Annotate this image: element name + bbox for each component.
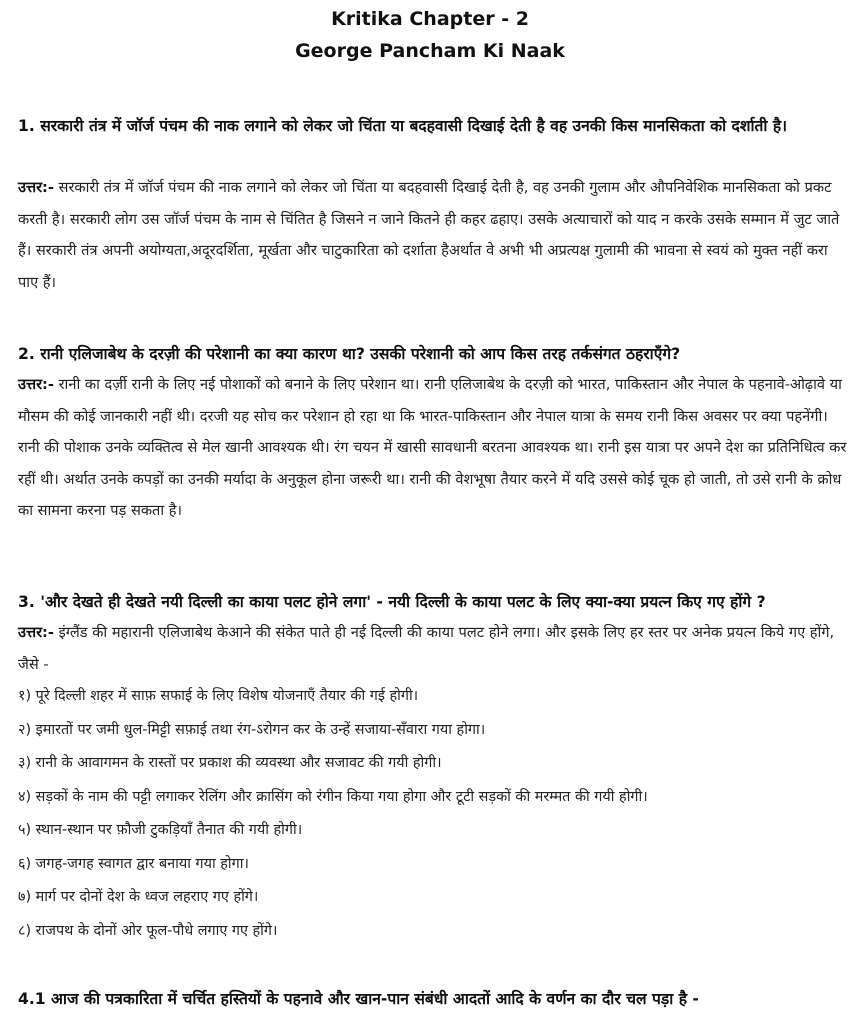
- list-item: २) इमारतों पर जमी धुल-मिट्टी सफ़ाई तथा रंग-ऽरोगन कर के उन्हें सजाया-सँवारा गया होगा।: [18, 721, 486, 738]
- answer-1: [18, 172, 848, 298]
- question-2: 2. रानी एलिजाबेथ के दरज़ी की परेशानी का क्या कारण था? उसकी परेशानी को आप किस तरह तर्कसंगत ठहराएँगे?: [18, 345, 681, 363]
- list-item: ३) रानी के आवागमन के रास्तों पर प्रकाश की व्यवस्था और सजावट की गयी होगी।: [18, 755, 442, 771]
- answer-3: [18, 617, 848, 680]
- question-3: 3. 'और देखते ही देखते नयी दिल्ली का काया पलट होने लगा' - नयी दिल्ली के काया पलट के लिए क्या-क्या प्रयत्न किए गए होंगे ?: [18, 593, 766, 611]
- chapter-title: George Pancham Ki Naak: [295, 40, 565, 62]
- answer-label: उत्तर:-: [18, 376, 54, 393]
- list-item: ४) सड़कों के नाम की पट्टी लगाकर रेलिंग और क्रासिंग को रंगीन किया गया होगा और टूटी सड़कों की मरम्मत की गयी होगी।: [18, 788, 648, 805]
- answer-1-text: सरकारी तंत्र में जॉर्ज पंचम की नाक लगाने को लेकर जो चिंता या बदहवासी दिखाई देती है, वह उनकी गुलाम और औपनिवेशिक मानसिकता को प्रकट करती है। सरकारी लोग उस जॉर्ज पंचम के नाम से चिंतित है जिसने न जाने कितने ही कहर ढहाए। उसके अत्याचारों को याद न करके उसके सम्मान में जुट जाते हैं। सरकारी तंत्र अपनी अयोग्यता,अदूरदर्शिता, मूर्खता और चाटुकारिता को दर्शाता हैअर्थात वे अभी भी अप्रत्यक्ष गुलामी की भावना से स्वयं को मुक्त नहीं करा पाए हैं।: [18, 179, 840, 291]
- chapter-heading: Kritika Chapter - 2: [331, 8, 529, 30]
- answer-label: उत्तर:-: [18, 179, 54, 196]
- list-item: ५) स्थान-स्थान पर फ़ौजी टुकड़ियाँ तैनात की गयी होगी।: [18, 822, 303, 838]
- list-item: ७) मार्ग पर दोनों देश के ध्वज लहराए गए होंगे।: [18, 889, 259, 905]
- answer-3-points: [18, 680, 848, 948]
- question-4-1: 4.1 आज की पत्रकारिता में चर्चित हस्तियों के पहनावे और खान-पान संबंधी आदतों आदि के वर्णन का दौर चल पड़ा है -: [18, 990, 699, 1008]
- answer-label: उत्तर:-: [18, 624, 54, 641]
- answer-2-text: रानी का दर्ज़ी रानी के लिए नई पोशाकों को बनाने के लिए परेशान था। रानी एलिजाबेथ के दरज़ी को भारत, पाकिस्तान और नेपाल के पहनावे-ओढ़ावे या मौसम की कोई जानकारी नहीं थी। दरजी यह सोच कर परेशान हो रहा था कि भारत-पाकिस्तान और नेपाल यात्रा के समय रानी किस अवसर पर क्या पहनेंगी। रानी की पोशाक उनके व्यक्तित्व से मेल खानी आवश्यक थी। रंग चयन में खासी सावधानी बरतना आवश्यक था। रानी इस यात्रा पर अपने देश का प्रतिनिधित्व कर रहीं थी। अर्थात उनके कपड़ों का उनकी मर्यादा के अनुकूल होना जरूरी था। रानी की वेशभूषा तैयार करने में यदि उससे कोई चूक हो जाती, तो उसे रानी के क्रोध का सामना करना पड़ सकता है।: [18, 376, 847, 519]
- question-1: 1. सरकारी तंत्र में जॉर्ज पंचम की नाक लगाने को लेकर जो चिंता या बदहवासी दिखाई देती है वह उनकी किस मानसिकता को दर्शाती है।: [18, 117, 788, 135]
- list-item: ८) राजपथ के दोनों ओर फूल-पौधे लगाए गए होंगे।: [18, 922, 278, 939]
- list-item: १) पूरे दिल्ली शहर में साफ़ सफाई के लिए विशेष योजनाएँ तैयार की गई होगी।: [18, 688, 419, 704]
- answer-2: [18, 369, 848, 527]
- list-item: ६) जगह-जगह स्वागत द्वार बनाया गया होगा।: [18, 855, 249, 872]
- answer-3-text: इंग्लैंड की महारानी एलिजाबेथ केआने की संकेत पाते ही नई दिल्ली की काया पलट होने लगा। और इसके लिए हर स्तर पर अनेक प्रयत्न किये गए होंगे, जैसे -: [18, 624, 835, 673]
